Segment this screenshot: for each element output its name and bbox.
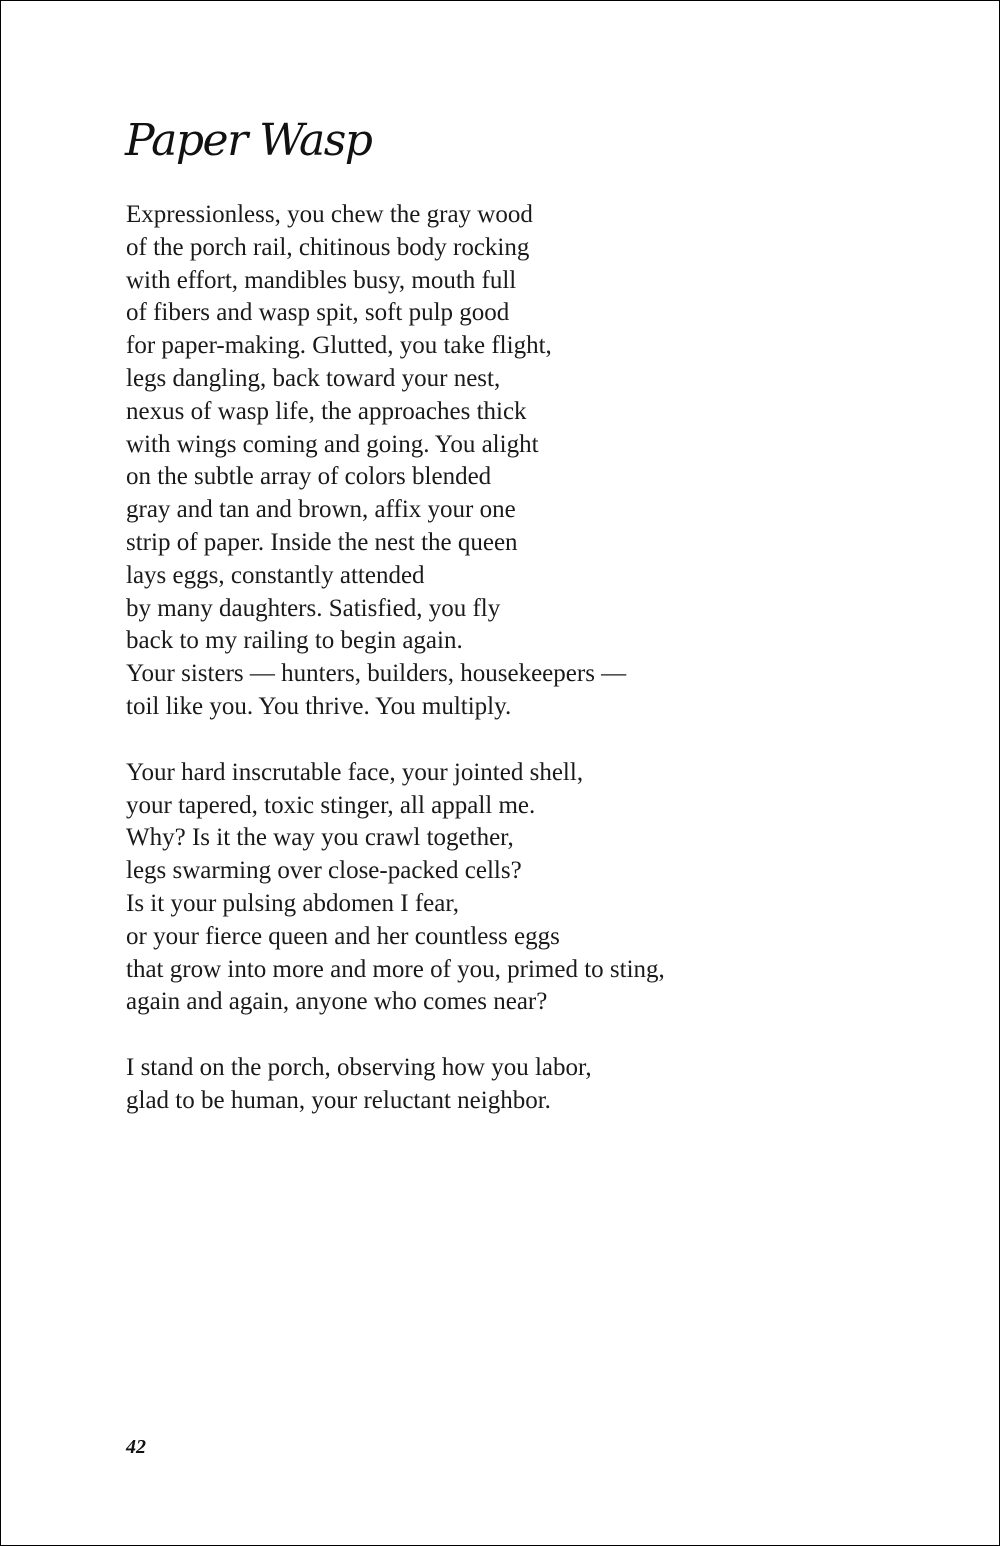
- poem-line: again and again, anyone who comes near?: [126, 988, 548, 1016]
- stanza-1: [126, 199, 926, 724]
- poem-line: your tapered, toxic stinger, all appall me.: [126, 791, 536, 819]
- poem-line: for paper-making. Glutted, you take flight,: [126, 332, 552, 360]
- poem-line: back to my railing to begin again.: [126, 627, 463, 655]
- poem-line: Why? Is it the way you crawl together,: [126, 824, 514, 852]
- poem-line: toil like you. You thrive. You multiply.: [126, 692, 512, 720]
- poem-line: I stand on the porch, observing how you labor,: [126, 1054, 592, 1082]
- poem-line: Expressionless, you chew the gray wood: [126, 201, 533, 228]
- poem-line: Your hard inscrutable face, your jointed shell,: [126, 758, 584, 786]
- poem-line: of fibers and wasp spit, soft pulp good: [126, 299, 510, 327]
- poem-line: Is it your pulsing abdomen I fear,: [126, 889, 459, 917]
- poem-body: [126, 199, 926, 1151]
- poem-line: or your fierce queen and her countless eggs: [126, 922, 560, 950]
- poem-line: with wings coming and going. You alight: [126, 430, 539, 458]
- poem-line: glad to be human, your reluctant neighbor.: [126, 1086, 551, 1114]
- poem-line: Your sisters — hunters, builders, housekeepers —: [126, 660, 627, 688]
- poem-line: legs swarming over close-packed cells?: [126, 857, 522, 885]
- poem-line: lays eggs, constantly attended: [126, 561, 425, 589]
- stanza-2: [126, 757, 926, 1019]
- poem-line: nexus of wasp life, the approaches thick: [126, 397, 527, 425]
- poem-line: that grow into more and more of you, primed to sting,: [126, 955, 665, 983]
- page-number: 42: [126, 1436, 146, 1458]
- poem-line: with effort, mandibles busy, mouth full: [126, 266, 517, 294]
- poem-line: legs dangling, back toward your nest,: [126, 364, 501, 392]
- stanza-3: [126, 1052, 926, 1118]
- poem-line: strip of paper. Inside the nest the queen: [126, 528, 518, 556]
- poem-line: on the subtle array of colors blended: [126, 463, 492, 491]
- poem-line: gray and tan and brown, affix your one: [126, 496, 516, 524]
- poem-line: by many daughters. Satisfied, you fly: [126, 594, 501, 622]
- poem-title: Paper Wasp: [125, 115, 372, 166]
- poem-line: of the porch rail, chitinous body rocking: [126, 233, 530, 261]
